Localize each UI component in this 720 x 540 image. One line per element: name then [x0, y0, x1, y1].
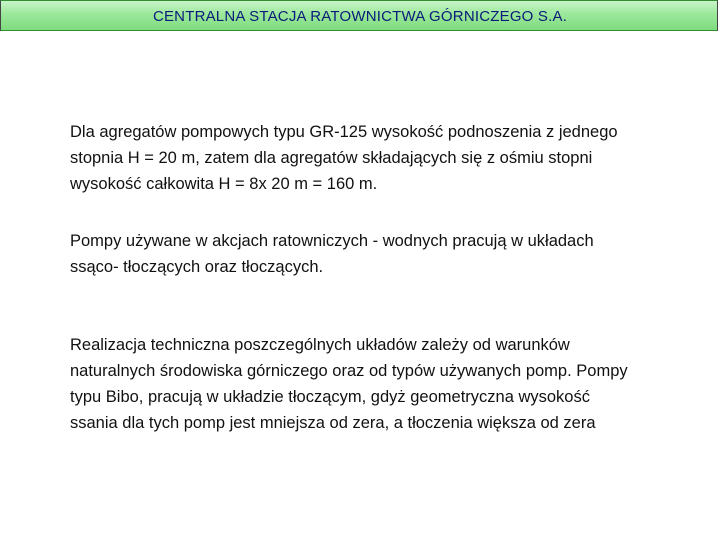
header-title: CENTRALNA STACJA RATOWNICTWA GÓRNICZEGO S.A. — [152, 8, 568, 25]
paragraph-rescue-pumps: Pompy używane w akcjach ratowniczych - wodnych pracują w układach ssąco- tłoczących oraz tłoczących. — [70, 232, 594, 276]
slide-content — [70, 119, 690, 436]
paragraph-pump-height: Dla agregatów pompowych typu GR-125 wysokość podnoszenia z jednego stopnia H = 20 m, zatem dla agregatów składających się z ośmiu stopni wysokość całkowita H = 8x 20 m = 160 m. — [70, 123, 618, 193]
header-bar — [0, 0, 718, 31]
paragraph-technical-realization: Realizacja techniczna poszczególnych układów zależy od warunków naturalnych środowiska górniczego oraz od typów używanych pomp. Pompy typu Bibo, pracują w układzie tłoczącym, gdyż geometryczna wysokość ssania dla tych pomp jest mniejsza od zera, a tłoczenia większa od zera — [70, 336, 628, 432]
